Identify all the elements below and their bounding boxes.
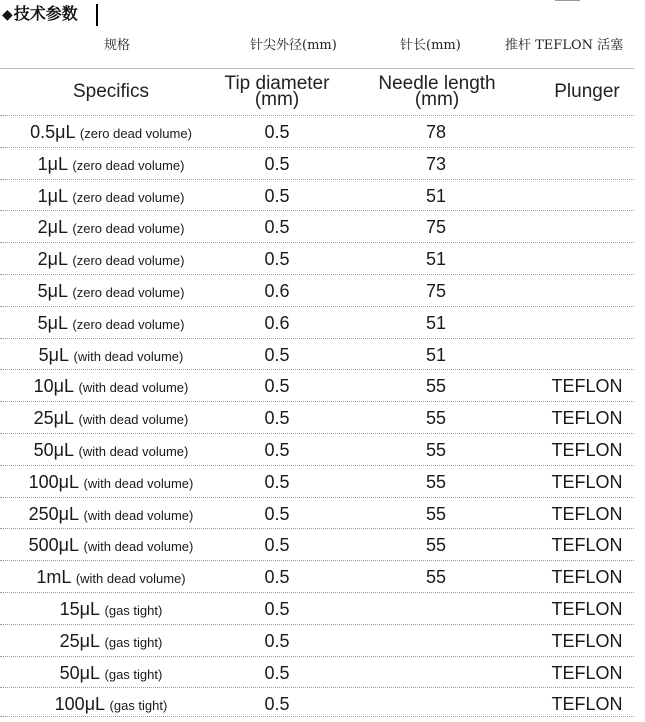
cell-spec	[0, 529, 222, 561]
spec-volume: 25μL	[59, 631, 101, 651]
spec-note: (with dead volume)	[83, 508, 194, 523]
cell-tip-diameter: 0.6	[264, 313, 290, 333]
spec-note: (zero dead volume)	[72, 253, 185, 268]
cell-plunger	[540, 307, 634, 339]
cell-plunger: TEFLON	[551, 408, 623, 428]
table-row	[0, 307, 634, 339]
cell-needle-length	[386, 593, 486, 625]
cell-plunger: TEFLON	[551, 535, 623, 555]
cell-spec	[0, 339, 222, 371]
top-edge-line	[555, 0, 580, 1]
cell-needle-length: 75	[425, 217, 447, 237]
spec-volume: 100μL	[54, 694, 106, 714]
cell-tip-diameter: 0.5	[264, 440, 290, 460]
cell-spec	[0, 243, 222, 275]
table-row	[0, 180, 634, 212]
spec-note: (with dead volume)	[83, 539, 194, 554]
cell-plunger: TEFLON	[551, 504, 623, 524]
spec-note: (with dead volume)	[78, 380, 189, 395]
cell-tip-diameter: 0.5	[264, 186, 290, 206]
cell-needle-length: 78	[425, 122, 447, 142]
spec-volume: 5μL	[37, 313, 68, 333]
spec-volume: 2μL	[37, 249, 68, 269]
cell-spec	[0, 402, 222, 434]
table-row	[0, 116, 634, 148]
cell-needle-length: 51	[425, 345, 447, 365]
spec-note: (gas tight)	[104, 635, 163, 650]
cell-plunger: TEFLON	[551, 663, 623, 683]
spec-volume: 50μL	[59, 663, 101, 683]
spec-volume: 5μL	[38, 345, 70, 365]
cn-header-plunger: 推杆 TEFLON 活塞	[505, 38, 624, 53]
cell-tip-diameter: 0.5	[264, 249, 290, 269]
table-row	[0, 657, 634, 689]
row-divider	[0, 716, 634, 717]
cell-needle-length: 73	[425, 154, 447, 174]
cell-tip-diameter: 0.5	[264, 408, 290, 428]
cell-spec	[0, 116, 222, 148]
table-row	[0, 243, 634, 275]
cell-tip-diameter: 0.5	[264, 376, 290, 396]
cell-needle-length: 55	[425, 504, 447, 524]
spec-volume: 250μL	[28, 504, 80, 524]
cell-tip-diameter: 0.5	[264, 154, 290, 174]
cell-plunger	[540, 116, 634, 148]
cell-needle-length: 55	[425, 535, 447, 555]
spec-note: (with dead volume)	[73, 349, 184, 364]
cell-plunger	[540, 180, 634, 212]
cell-spec	[0, 370, 222, 402]
table-row	[0, 466, 634, 498]
cell-spec	[0, 498, 222, 530]
text-cursor	[96, 4, 98, 26]
cell-plunger	[540, 339, 634, 371]
spec-volume: 2μL	[37, 217, 68, 237]
cell-needle-length	[386, 657, 486, 689]
cell-needle-length: 55	[425, 472, 447, 492]
header-tip: Tip diameter (mm)	[224, 73, 330, 110]
section-title: 技术参数	[13, 4, 78, 23]
cell-needle-length: 51	[425, 186, 447, 206]
cell-needle-length: 55	[425, 408, 447, 428]
cell-needle-length: 55	[425, 440, 447, 460]
table-row	[0, 402, 634, 434]
cell-tip-diameter: 0.5	[264, 631, 290, 651]
table-row	[0, 434, 634, 466]
spec-volume: 1mL	[36, 567, 72, 587]
cell-needle-length: 55	[425, 376, 447, 396]
table-row	[0, 211, 634, 243]
cell-tip-diameter: 0.5	[264, 535, 290, 555]
spec-note: (with dead volume)	[75, 571, 186, 586]
spec-note: (zero dead volume)	[72, 221, 185, 236]
cn-header-length: 针长(mm)	[400, 38, 461, 53]
cell-plunger	[540, 211, 634, 243]
cell-plunger: TEFLON	[551, 440, 623, 460]
spec-note: (gas tight)	[104, 667, 163, 682]
spec-volume: 50μL	[33, 440, 75, 460]
cell-spec	[0, 211, 222, 243]
cell-spec	[0, 180, 222, 212]
cell-spec	[0, 657, 222, 689]
cell-spec	[0, 593, 222, 625]
cell-tip-diameter: 0.5	[264, 694, 290, 714]
cn-header-tip: 针尖外径(mm)	[250, 38, 337, 53]
cell-tip-diameter: 0.5	[264, 345, 290, 365]
cell-plunger: TEFLON	[551, 631, 623, 651]
spec-volume: 25μL	[33, 408, 75, 428]
spec-volume: 0.5μL	[30, 122, 76, 142]
cell-needle-length	[386, 625, 486, 657]
cell-spec	[0, 307, 222, 339]
spec-volume: 15μL	[59, 599, 101, 619]
table-row	[0, 625, 634, 657]
spec-volume: 5μL	[37, 281, 68, 301]
cell-spec	[0, 625, 222, 657]
cell-tip-diameter: 0.5	[264, 567, 290, 587]
spec-note: (with dead volume)	[78, 444, 189, 459]
spec-note: (zero dead volume)	[72, 317, 185, 332]
header-plunger: Plunger	[554, 81, 620, 102]
spec-note: (zero dead volume)	[72, 285, 185, 300]
spec-volume: 10μL	[33, 376, 75, 396]
cell-tip-diameter: 0.5	[264, 217, 290, 237]
cell-plunger: TEFLON	[551, 472, 623, 492]
cell-tip-diameter: 0.5	[264, 504, 290, 524]
table-row	[0, 148, 634, 180]
table-row	[0, 593, 634, 625]
table-top-rule	[0, 68, 634, 69]
spec-volume: 1μL	[37, 154, 68, 174]
cell-plunger: TEFLON	[551, 694, 623, 714]
spec-note: (zero dead volume)	[72, 190, 185, 205]
cell-plunger	[540, 275, 634, 307]
section-heading	[2, 3, 78, 25]
spec-note: (zero dead volume)	[79, 126, 192, 141]
cell-spec	[0, 148, 222, 180]
spec-volume: 100μL	[28, 472, 80, 492]
table-row	[0, 275, 634, 307]
spec-note: (zero dead volume)	[72, 158, 185, 173]
cell-tip-diameter: 0.6	[264, 281, 290, 301]
spec-volume: 500μL	[28, 535, 80, 555]
table-row	[0, 561, 634, 593]
spec-note: (with dead volume)	[78, 412, 189, 427]
cell-spec	[0, 434, 222, 466]
cell-plunger: TEFLON	[551, 567, 623, 587]
cell-needle-length: 51	[425, 313, 447, 333]
cell-plunger: TEFLON	[551, 376, 623, 396]
cell-plunger: TEFLON	[551, 599, 623, 619]
spec-note: (gas tight)	[104, 603, 163, 618]
table-row	[0, 529, 634, 561]
cell-plunger	[540, 148, 634, 180]
cell-needle-length: 55	[425, 567, 447, 587]
cell-spec	[0, 275, 222, 307]
diamond-icon: ◆	[2, 7, 13, 23]
cell-tip-diameter: 0.5	[264, 472, 290, 492]
cell-needle-length: 75	[425, 281, 447, 301]
cell-tip-diameter: 0.5	[264, 599, 290, 619]
cell-spec	[0, 561, 222, 593]
spec-volume: 1μL	[37, 186, 68, 206]
header-length: Needle length (mm)	[378, 73, 496, 110]
table-row	[0, 498, 634, 530]
cell-tip-diameter: 0.5	[264, 122, 290, 142]
cell-tip-diameter: 0.5	[264, 663, 290, 683]
cell-needle-length: 51	[425, 249, 447, 269]
table-row	[0, 339, 634, 371]
cell-spec	[0, 466, 222, 498]
cell-plunger	[540, 243, 634, 275]
spec-note: (gas tight)	[109, 698, 168, 713]
spec-note: (with dead volume)	[83, 476, 194, 491]
table-row	[0, 370, 634, 402]
cn-header-spec: 规格	[104, 38, 131, 53]
header-spec: Specifics	[72, 81, 150, 102]
